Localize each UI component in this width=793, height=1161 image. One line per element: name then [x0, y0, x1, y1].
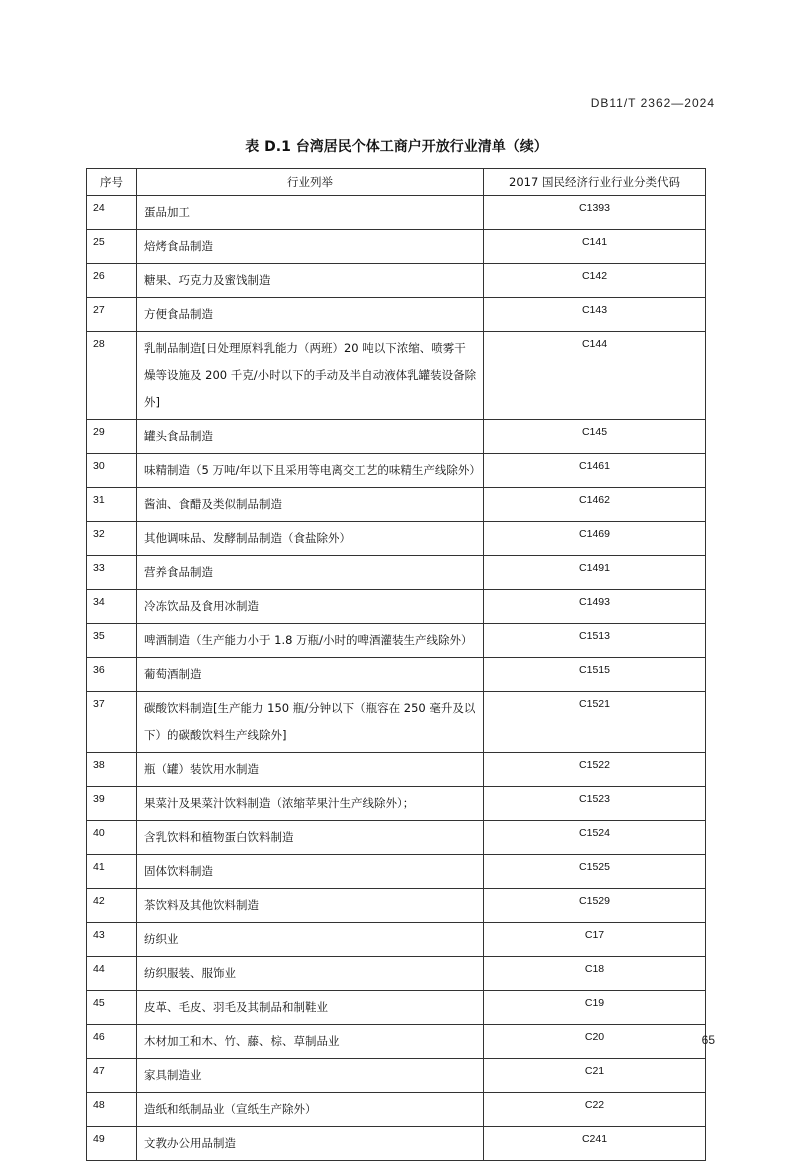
row-industry: 家具制造业 — [137, 1059, 484, 1093]
row-serial-number: 41 — [87, 855, 137, 889]
row-classification-code: C241 — [484, 1127, 706, 1161]
table-row — [87, 196, 706, 230]
row-serial-number: 33 — [87, 556, 137, 590]
header-classification-code: 2017 国民经济行业行业分类代码 — [484, 169, 706, 196]
row-industry: 木材加工和木、竹、藤、棕、草制品业 — [137, 1025, 484, 1059]
table-row — [87, 264, 706, 298]
row-classification-code: C17 — [484, 923, 706, 957]
row-industry: 造纸和纸制品业（宣纸生产除外） — [137, 1093, 484, 1127]
row-classification-code: C1469 — [484, 522, 706, 556]
table-row — [87, 624, 706, 658]
document-code: DB11/T 2362—2024 — [590, 96, 715, 110]
row-serial-number: 42 — [87, 889, 137, 923]
table-row — [87, 522, 706, 556]
row-classification-code: C143 — [484, 298, 706, 332]
row-industry: 糖果、巧克力及蜜饯制造 — [137, 264, 484, 298]
row-industry: 啤酒制造（生产能力小于 1.8 万瓶/小时的啤酒灌装生产线除外） — [137, 624, 484, 658]
row-serial-number: 47 — [87, 1059, 137, 1093]
table-row — [87, 753, 706, 787]
row-classification-code: C1461 — [484, 454, 706, 488]
row-classification-code: C144 — [484, 332, 706, 420]
row-serial-number: 44 — [87, 957, 137, 991]
row-classification-code: C1513 — [484, 624, 706, 658]
row-serial-number: 28 — [87, 332, 137, 420]
row-industry: 罐头食品制造 — [137, 420, 484, 454]
table-row — [87, 556, 706, 590]
row-classification-code: C145 — [484, 420, 706, 454]
table-title: 表 D.1 台湾居民个体工商户开放行业清单（续） — [245, 139, 548, 155]
table-row — [87, 332, 706, 420]
table-row — [87, 889, 706, 923]
row-industry: 酱油、食醋及类似制品制造 — [137, 488, 484, 522]
row-industry: 果菜汁及果菜汁饮料制造（浓缩苹果汁生产线除外）； — [137, 787, 484, 821]
table-row — [87, 420, 706, 454]
row-serial-number: 45 — [87, 991, 137, 1025]
row-classification-code: C18 — [484, 957, 706, 991]
row-serial-number: 39 — [87, 787, 137, 821]
table-body — [87, 196, 706, 1161]
row-classification-code: C19 — [484, 991, 706, 1025]
table-row — [87, 991, 706, 1025]
row-classification-code: C1393 — [484, 196, 706, 230]
row-industry: 味精制造（5 万吨/年以下且采用等电离交工艺的味精生产线除外） — [137, 454, 484, 488]
header-serial-number: 序号 — [87, 169, 137, 196]
row-serial-number: 46 — [87, 1025, 137, 1059]
row-industry: 葡萄酒制造 — [137, 658, 484, 692]
row-industry: 焙烤食品制造 — [137, 230, 484, 264]
row-classification-code: C1493 — [484, 590, 706, 624]
row-serial-number: 48 — [87, 1093, 137, 1127]
row-classification-code: C1491 — [484, 556, 706, 590]
table-row — [87, 692, 706, 753]
table-row — [87, 821, 706, 855]
table-row — [87, 488, 706, 522]
row-classification-code: C1515 — [484, 658, 706, 692]
table-row — [87, 923, 706, 957]
row-serial-number: 30 — [87, 454, 137, 488]
table-row — [87, 855, 706, 889]
row-classification-code: C141 — [484, 230, 706, 264]
row-industry: 文教办公用品制造 — [137, 1127, 484, 1161]
row-serial-number: 40 — [87, 821, 137, 855]
table-row — [87, 1059, 706, 1093]
table-row — [87, 957, 706, 991]
row-classification-code: C21 — [484, 1059, 706, 1093]
row-serial-number: 43 — [87, 923, 137, 957]
table-row — [87, 1127, 706, 1161]
table-header-row — [87, 169, 706, 196]
table-row — [87, 1025, 706, 1059]
row-serial-number: 27 — [87, 298, 137, 332]
table-row — [87, 454, 706, 488]
row-serial-number: 37 — [87, 692, 137, 753]
row-classification-code: C20 — [484, 1025, 706, 1059]
row-industry: 冷冻饮品及食用冰制造 — [137, 590, 484, 624]
row-serial-number: 34 — [87, 590, 137, 624]
row-classification-code: C1521 — [484, 692, 706, 753]
row-serial-number: 35 — [87, 624, 137, 658]
row-industry: 碳酸饮料制造[生产能力 150 瓶/分钟以下（瓶容在 250 毫升及以下）的碳酸饮料生产线除外] — [137, 692, 484, 753]
row-classification-code: C1525 — [484, 855, 706, 889]
page-number: 65 — [701, 1033, 715, 1047]
row-classification-code: C142 — [484, 264, 706, 298]
row-serial-number: 38 — [87, 753, 137, 787]
row-classification-code: C1522 — [484, 753, 706, 787]
row-industry: 皮革、毛皮、羽毛及其制品和制鞋业 — [137, 991, 484, 1025]
row-serial-number: 24 — [87, 196, 137, 230]
header-industry: 行业列举 — [137, 169, 484, 196]
table-row — [87, 658, 706, 692]
row-industry: 纺织服装、服饰业 — [137, 957, 484, 991]
row-serial-number: 31 — [87, 488, 137, 522]
row-industry: 乳制品制造[日处理原料乳能力（两班）20 吨以下浓缩、喷雾干燥等设施及 200 千克/小时以下的手动及半自动液体乳罐装设备除外] — [137, 332, 484, 420]
row-industry: 营养食品制造 — [137, 556, 484, 590]
row-industry: 茶饮料及其他饮料制造 — [137, 889, 484, 923]
row-classification-code: C1523 — [484, 787, 706, 821]
row-serial-number: 26 — [87, 264, 137, 298]
row-classification-code: C1524 — [484, 821, 706, 855]
table-row — [87, 298, 706, 332]
row-serial-number: 29 — [87, 420, 137, 454]
row-classification-code: C1529 — [484, 889, 706, 923]
row-industry: 固体饮料制造 — [137, 855, 484, 889]
row-serial-number: 25 — [87, 230, 137, 264]
row-classification-code: C22 — [484, 1093, 706, 1127]
row-serial-number: 36 — [87, 658, 137, 692]
row-serial-number: 49 — [87, 1127, 137, 1161]
row-industry: 方便食品制造 — [137, 298, 484, 332]
row-industry: 蛋品加工 — [137, 196, 484, 230]
row-classification-code: C1462 — [484, 488, 706, 522]
table-row — [87, 590, 706, 624]
industry-list-table — [86, 168, 706, 1161]
table-row — [87, 787, 706, 821]
row-industry: 其他调味品、发酵制品制造（食盐除外） — [137, 522, 484, 556]
table-row — [87, 1093, 706, 1127]
row-industry: 瓶（罐）装饮用水制造 — [137, 753, 484, 787]
row-industry: 纺织业 — [137, 923, 484, 957]
table-row — [87, 230, 706, 264]
row-serial-number: 32 — [87, 522, 137, 556]
row-industry: 含乳饮料和植物蛋白饮料制造 — [137, 821, 484, 855]
